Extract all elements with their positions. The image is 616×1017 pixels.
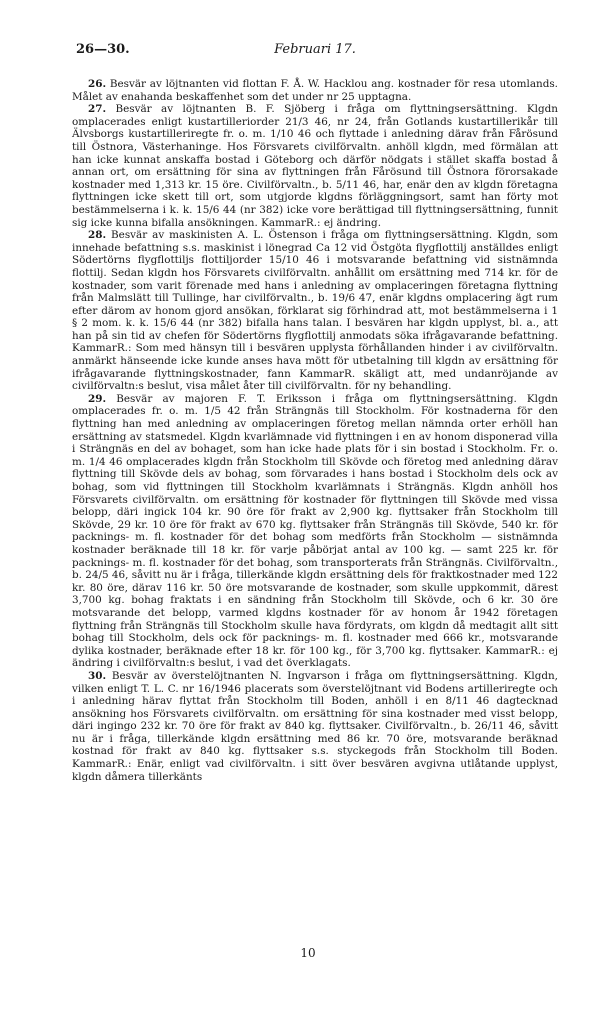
paragraph-text: Besvär av överstelöjtnanten N. Ingvarson i fråga om flyttningsersättning. Klgdn, vilken enligt T. L. C. nr 16/1946 placerats som överstelöjtnant vid Bodens artilleriregte och i anledning härav flyttat från Stockholm till Boden, anhöll i en 8/11 46 dagtecknad ansökning hos Försvarets civilförvaltn. om ersättning för sina kostnader med visst belopp, däri ingingo 232 kr. 70 öre för frakt av 840 kg. flyttsaker. Civilförvaltn., b. 26/11 46, såvitt nu är i fråga, tillerkände klgdn ersättning med 86 kr. 70 öre, motsvarande beräknad kostnad för frakt av 840 kg. flyttsaker s.s. styckegods från Stockholm till Boden. KammarR.: Enär, enligt vad civilförvaltn. i sitt över besvären avgivna utlåtande upplyst, klgdn dåmera tillerkänts	[72, 669, 558, 783]
paragraph-number: 30.	[88, 669, 107, 682]
paragraph-number: 26.	[88, 78, 107, 90]
document-body	[72, 78, 558, 783]
paragraph-number: 27.	[88, 103, 107, 116]
section-range: 26—30.	[76, 42, 130, 57]
paragraph-30	[72, 670, 558, 783]
paragraph-29	[72, 393, 558, 670]
document-page	[72, 36, 558, 783]
paragraph-text: Besvär av majoren F. T. Eriksson i fråga om flyttningsersättning. Klgdn omplacerades fr. o. m. 1/5 42 från Strängnäs till Stockholm. För kostnaderna för den flyttning han med anledning av omplaceringen företog mellan nämnda orter erhöll han ersättning av statsmedel. Klgdn kvarlämnade vid flyttningen i en av honom disponerad villa i Strängnäs en del av bohaget, som han icke hade plats för i sin bostad i Stockholm. Fr. o. m. 1/4 46 omplacerades klgdn från Stockholm till Skövde och företog med anledning därav flyttning till Skövde dels av bohag, som förvarades i hans bostad i Stockholm dels ock av bohag, som vid flyttningen till Stockholm kvarlämnats i Strängnäs. Klgdn anhöll hos Försvarets civilförvaltn. om ersättning för kostnader för flyttningen till Skövde med vissa belopp, däri ingick 104 kr. 90 öre för frakt av 2,900 kg. flyttsaker från Stockholm till Skövde, 29 kr. 10 öre för frakt av 670 kg. flyttsaker från Strängnäs till Skövde, 540 kr. för packnings- m. fl. kostnader för det bohag som medförts från Stockholm — sistnämnda kostnader beräknade till 18 kr. för varje påbörjat antal av 100 kg. — samt 225 kr. för packnings- m. fl. kostnader för det bohag, som transporterats från Strängnäs. Civilförvaltn., b. 24/5 46, såvitt nu är i fråga, tillerkände klgdn ersättning dels för fraktkostnader med 122 kr. 80 öre, därav 116 kr. 50 öre motsvarande de kostnader, som skulle uppkommit, därest 3,700 kg. bohag fraktats i en sändning från Stockholm till Skövde, och 6 kr. 30 öre motsvarande det belopp, varmed klgdns kostnader för av honom år 1942 företagen flyttning från Strängnäs till Stockholm skulle hava fördyrats, om klgdn då medtagit allt sitt bohag till Stockholm, dels ock för packnings- m. fl. kostnader med 666 kr., motsvarande dylika kostnader, beräknade efter 18 kr. för 100 kg., för 3,700 kg. flyttsaker. KammarR.: ej ändring i civilförvaltn:s beslut, i vad det överklagats.	[72, 392, 558, 670]
paragraph-text: Besvär av löjtnanten vid flottan F. Å. W. Hacklou ang. kostnader för resa utomlands. Målet av enahanda beskaffenhet som det under nr 25 upptagna.	[72, 78, 558, 103]
page-footer	[0, 946, 616, 960]
header-date: Februari 17.	[274, 42, 356, 57]
paragraph-27	[72, 103, 558, 229]
page-number: 10	[300, 946, 316, 960]
paragraph-number: 29.	[88, 392, 107, 405]
paragraph-number: 28.	[88, 229, 107, 242]
paragraph-28	[72, 229, 558, 393]
paragraph-26	[72, 78, 558, 103]
paragraph-text: Besvär av maskinisten A. L. Östenson i fråga om flyttningsersättning. Klgdn, som innehade befattning s.s. maskinist i lönegrad Ca 12 vid Östgöta flygflottilj anställdes enligt Södertörns flygflottiljs flottiljorder 15/10 46 i motsvarande befattning vid sistnämnda flottilj. Sedan klgdn hos Försvarets civilförvaltn. anhållit om ersättning med 714 kr. för de kostnader, som varit förenade med hans i anledning av omplaceringen företagna flyttning från Malmslätt till Tullinge, har civilförvaltn., b. 19/6 47, enär klgdns omplacering ägt rum efter därom av honom gjord ansökan, förklarat sig förhindrad att, mot bestämmelserna i 1 § 2 mom. k. k. 15/6 44 (nr 382) bifalla hans talan. I besvären har klgdn upplyst, bl. a., att han på sin tid av chefen för Södertörns flygflottilj anmodats söka ifrågavarande befattning. KammarR.: Som med hänsyn till i besvären upplysta förhållanden hinder i av civilförvaltn. anmärkt hänseende icke kunde anses hava mött för utbetalning till klgdn av ersättning för ifrågavarande flyttningskostnader, fann KammarR. skäligt att, med undanröjande av civilförvaltn:s beslut, visa målet åter till civilförvaltn. för ny behandling.	[72, 229, 558, 393]
paragraph-text: Besvär av löjtnanten B. F. Sjöberg i fråga om flyttningsersättning. Klgdn omplacerades enligt kustartilleriorder 21/3 46, nr 24, från Gotlands kustartillerikår till Älvsborgs kustartilleriregte fr. o. m. 1/10 46 och flyttade i anledning därav från Fårösund till Östnora, Västerhaninge. Hos Försvarets civilförvaltn. anhöll klgdn, med förmälan att han icke kunnat anskaffa bostad i Göteborg och därför nödgats i stället skaffa bostad å annan ort, om ersättning för sina av flyttningen från Fårösund till Östnora förorsakade kostnader med 1,313 kr. 15 öre. Civilförvaltn., b. 5/11 46, har, enär den av klgdn företagna flyttningen icke skett till ort, som utgjorde klgdns förläggningsort, samt han förty mot bestämmelserna i k. k. 15/6 44 (nr 382) icke vore berättigad till flyttningsersättning, funnit sig icke kunna bifalla ansökningen. KammarR.: ej ändring.	[72, 103, 558, 229]
page-header	[72, 36, 558, 58]
